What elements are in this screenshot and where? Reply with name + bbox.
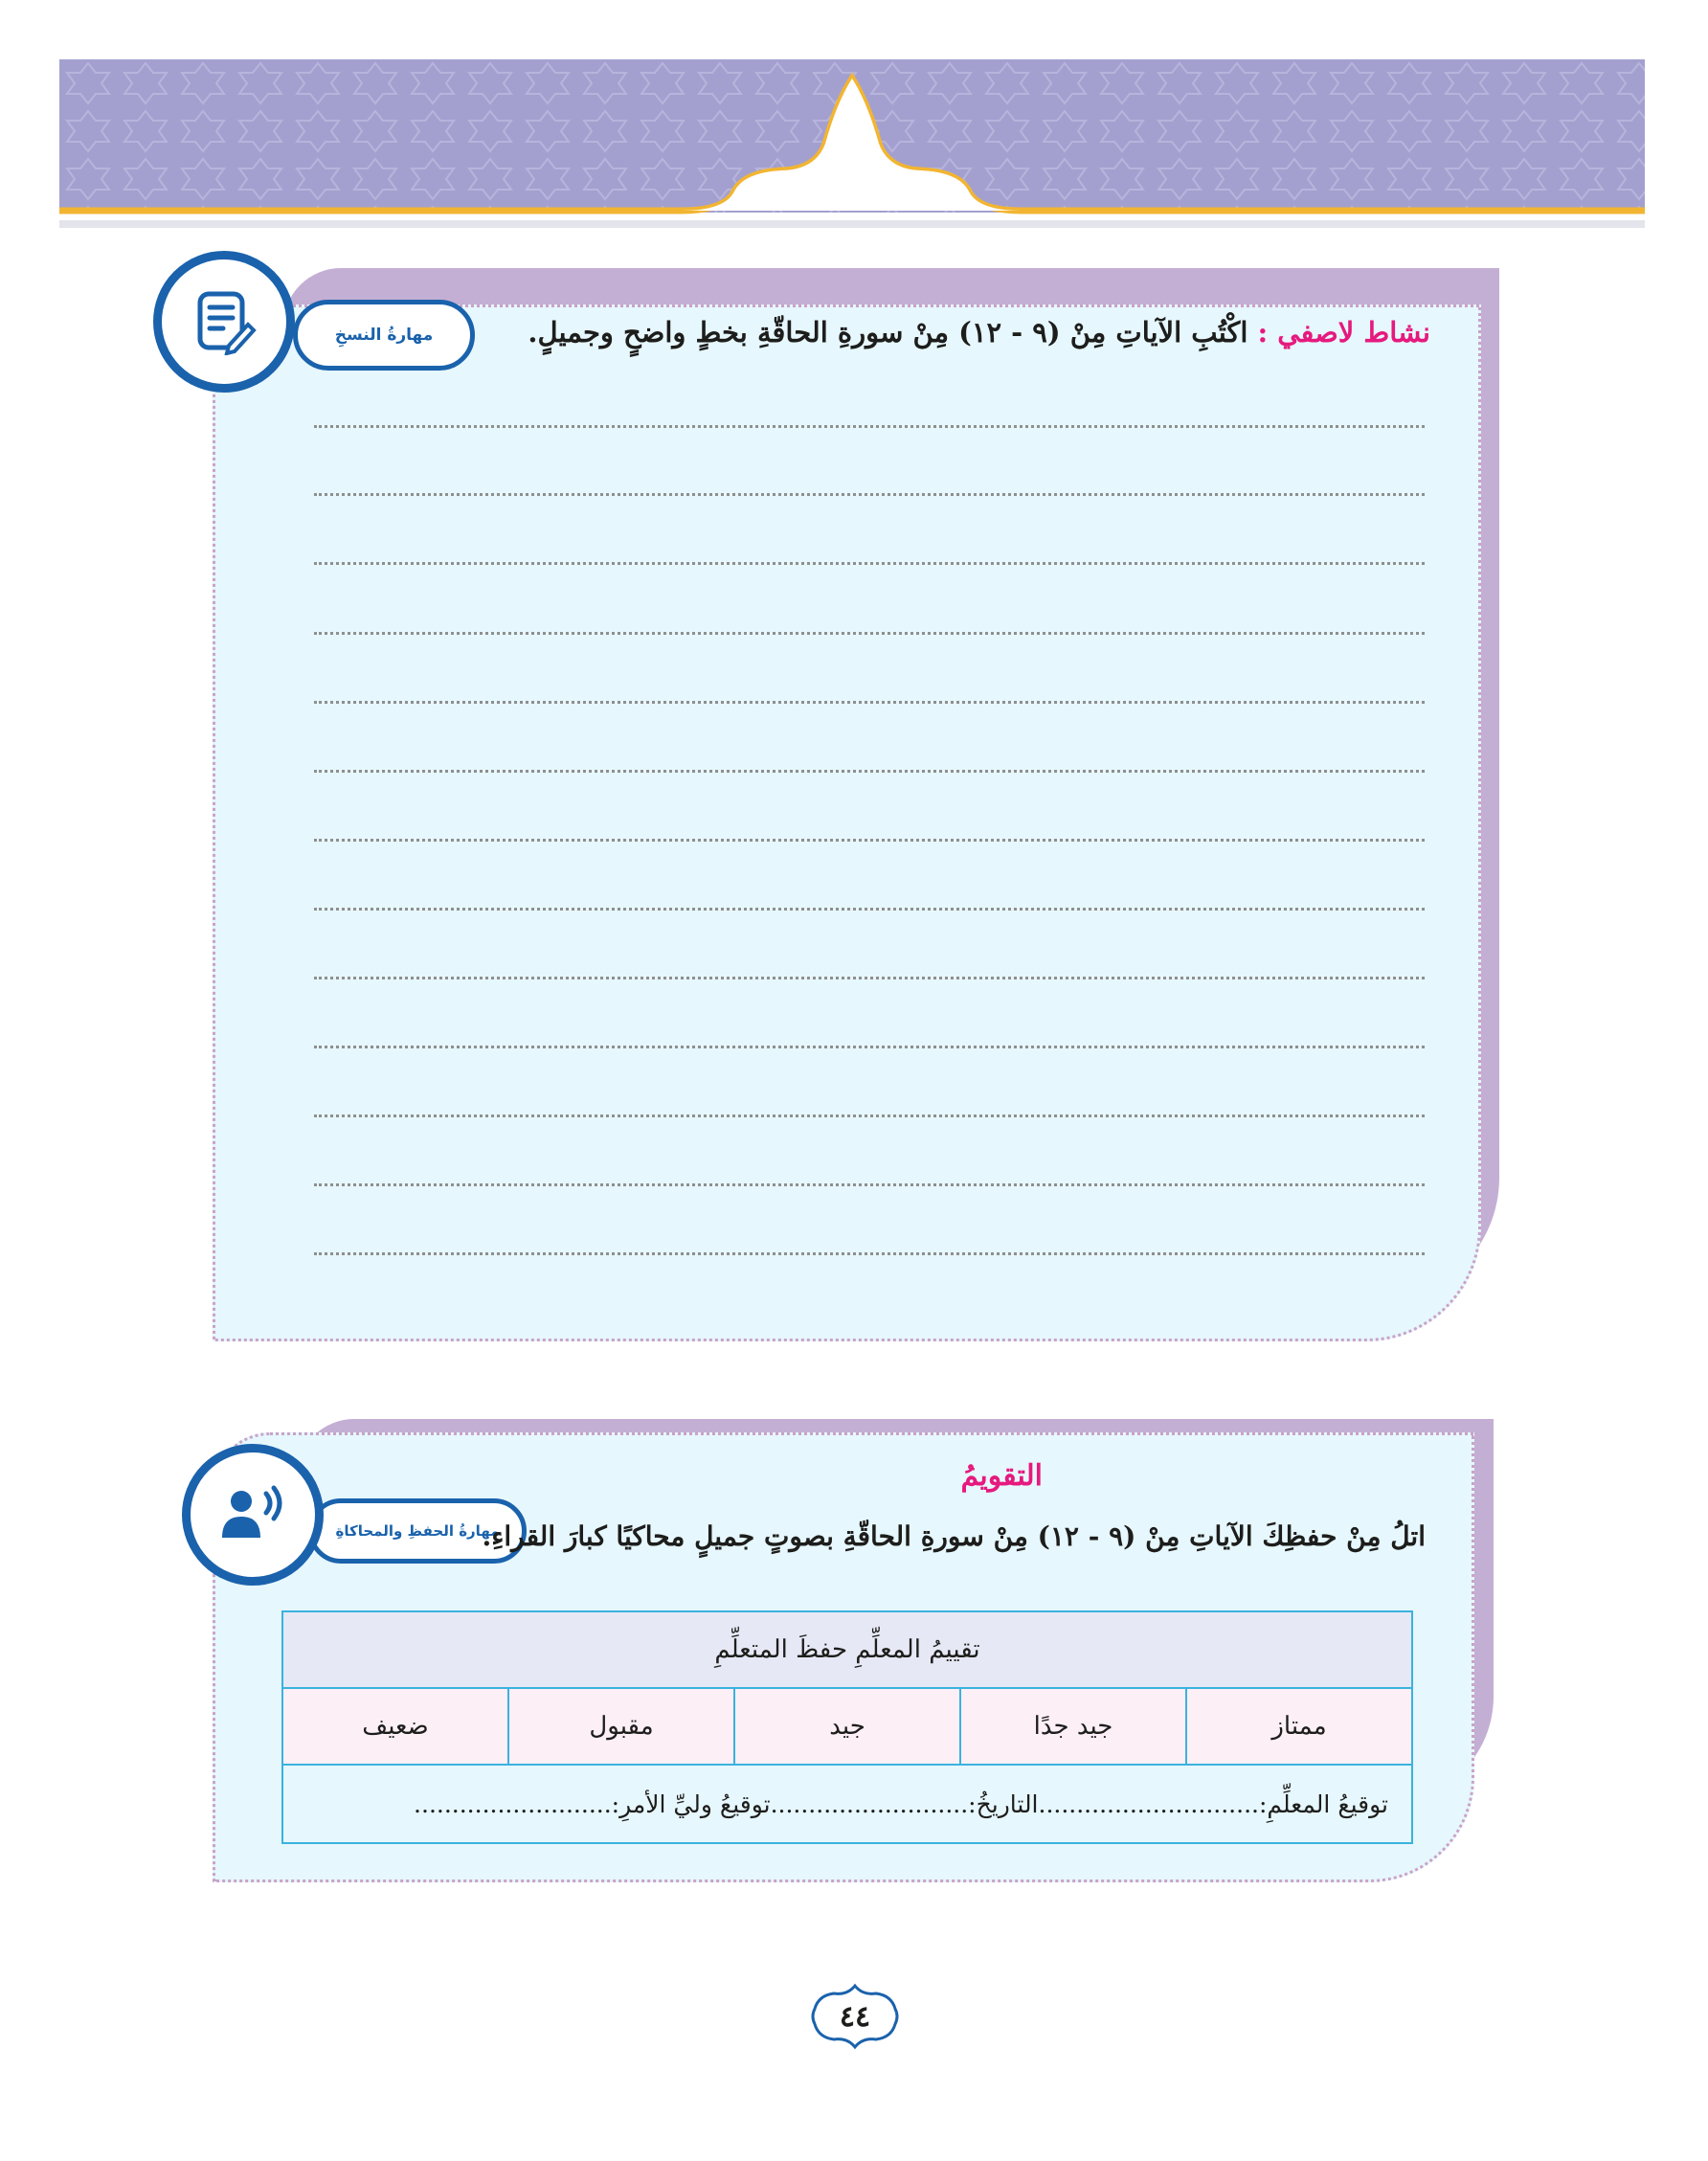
skill-badge-label: مهارةُ الحفظِ والمحاكاةِ (335, 1522, 500, 1540)
evaluation-title: التقويمُ (960, 1459, 1043, 1493)
writing-line[interactable] (314, 425, 1425, 428)
evaluation-instruction: اتلُ مِنْ حفظِكَ الآياتِ مِنْ (٩ - ١٢) مِنْ سورةِ الحاقّةِ بصوتٍ جميلٍ محاكيًا كبارَ القراءِ. (482, 1520, 1426, 1552)
activity-instruction (528, 316, 1430, 349)
writing-line[interactable] (314, 908, 1425, 911)
grade-cell-good[interactable]: جيد (734, 1688, 960, 1765)
writing-line[interactable] (314, 701, 1425, 704)
signature-line[interactable]: توقيعُ المعلِّمِ:.............................التاريخُ:..........................توقيعُ وليِّ الأمرِ:.......................... (282, 1765, 1412, 1843)
writing-line[interactable] (314, 562, 1425, 565)
page-number-badge (809, 1982, 901, 2051)
grade-cell-very-good[interactable]: جيد جدًا (960, 1688, 1186, 1765)
evaluation-table (281, 1610, 1413, 1844)
speaking-person-icon (182, 1444, 324, 1586)
writing-line[interactable] (314, 1046, 1425, 1048)
grade-cell-acceptable[interactable]: مقبول (508, 1688, 734, 1765)
grade-cell-excellent[interactable]: ممتاز (1186, 1688, 1412, 1765)
table-row (282, 1688, 1412, 1765)
writing-line[interactable] (314, 1114, 1425, 1117)
header-banner (59, 59, 1645, 236)
skill-badge-label: مهارةُ النسخِ (334, 326, 434, 345)
writing-line[interactable] (314, 493, 1425, 496)
table-header: تقييمُ المعلِّمِ حفظَ المتعلِّمِ (282, 1611, 1412, 1688)
writing-line[interactable] (314, 770, 1425, 773)
grade-cell-weak[interactable]: ضعيف (282, 1688, 508, 1765)
skill-badge-copying (293, 300, 475, 371)
activity-label: نشاط لاصفي : (1257, 316, 1430, 349)
page-number: ٤٤ (839, 1999, 871, 2034)
writing-line[interactable] (314, 1252, 1425, 1255)
writing-line[interactable] (314, 977, 1425, 979)
activity-text: اكْتُبِ الآياتِ مِنْ (٩ - ١٢) مِنْ سورةِ الحاقّةِ بخطٍ واضحٍ وجميلٍ. (528, 316, 1248, 349)
writing-line[interactable] (314, 632, 1425, 635)
writing-line[interactable] (314, 839, 1425, 842)
writing-line[interactable] (314, 1183, 1425, 1186)
note-edit-icon (153, 251, 295, 393)
